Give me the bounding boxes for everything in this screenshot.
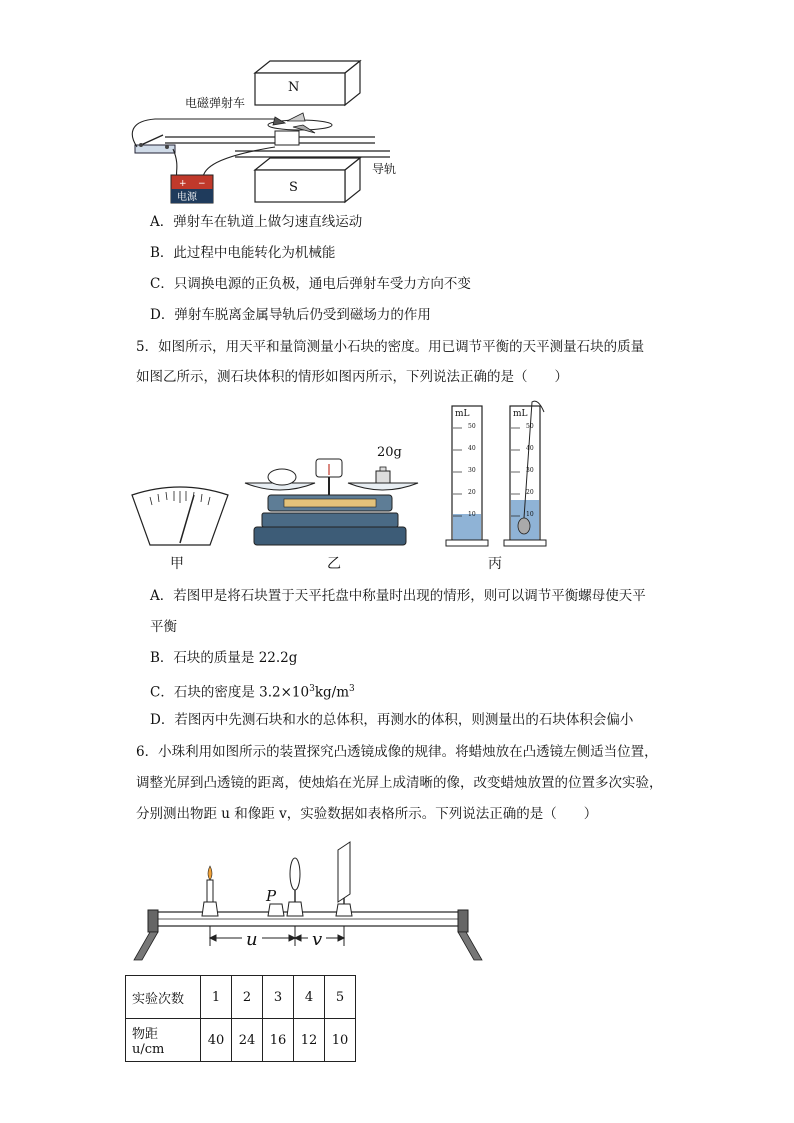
fig-label-yi: 乙 <box>327 556 341 572</box>
q4-option-d: D．弹射车脱离金属导轨后仍受到磁场力的作用 <box>150 307 431 323</box>
minus-sign: − <box>198 179 206 189</box>
table-row <box>126 1019 356 1062</box>
cylinder2-tick-30: 30 <box>526 467 534 474</box>
fig-label-bing: 丙 <box>488 556 502 572</box>
cylinder-tick-10: 10 <box>468 511 476 518</box>
magnet-n <box>255 61 360 105</box>
cylinder-water <box>446 406 488 546</box>
q5-option-c-unit-exp: 3 <box>349 684 355 694</box>
cylinder2-tick-50: 50 <box>526 423 534 430</box>
cylinder-tick-20: 20 <box>468 489 476 496</box>
experiment-table <box>125 975 356 1062</box>
switch <box>135 135 175 153</box>
cylinder-tick-40: 40 <box>468 445 476 452</box>
q5-option-c <box>150 679 355 703</box>
plus-sign: + <box>179 179 187 189</box>
candle <box>202 866 218 916</box>
table-cell: 16 <box>263 1019 294 1062</box>
table-cell: 4 <box>294 976 325 1019</box>
table-cell: 40 <box>201 1019 232 1062</box>
magnet-s-label: S <box>289 180 298 195</box>
q4-option-c: C．只调换电源的正负极，通电后弹射车受力方向不变 <box>150 276 471 292</box>
q5-option-c-text: C．石块的密度是 3.2×10 <box>150 684 310 701</box>
fig-label-jia: 甲 <box>170 556 184 572</box>
light-screen <box>336 842 352 916</box>
q4-option-a: A．弹射车在轨道上做匀速直线运动 <box>150 214 363 230</box>
v-label: v <box>312 929 323 950</box>
cylinder-tick-30: 30 <box>468 467 476 474</box>
catapult-car <box>268 113 332 145</box>
table-header-object-distance: 物距 u/cm <box>126 1019 201 1062</box>
u-label: u <box>246 929 258 950</box>
power-label: 电源 <box>177 192 197 203</box>
table-row <box>126 976 356 1019</box>
magnet-n-label: N <box>288 80 300 95</box>
q6-stem-line1: 6．小珠利用如图所示的装置探究凸透镜成像的规律。将蜡烛放在凸透镜左侧适当位置， <box>136 744 658 760</box>
table-cell: 10 <box>325 1019 356 1062</box>
point-p-label: P <box>266 887 277 905</box>
q5-option-c-unit: kg/m <box>314 684 349 701</box>
q5-option-d: D．若图丙中先测石块和水的总体积，再测水的体积，则测量出的石块体积会偏小 <box>150 712 634 728</box>
q4-option-b: B．此过程中电能转化为机械能 <box>150 245 336 261</box>
cylinder-tick-50: 50 <box>468 423 476 430</box>
table-cell: 24 <box>232 1019 263 1062</box>
table-cell: 5 <box>325 976 356 1019</box>
cylinder2-tick-10: 10 <box>526 511 534 518</box>
cylinder-unit-left: mL <box>455 409 470 419</box>
q5-option-c-exp: 3 <box>309 684 315 694</box>
magnet-s <box>255 158 360 202</box>
cylinder2-tick-40: 40 <box>526 445 534 452</box>
table-cell: 3 <box>263 976 294 1019</box>
q5-option-a-line1: A．若图甲是将石块置于天平托盘中称量时出现的情形，则可以调节平衡螺母使天平 <box>150 588 646 604</box>
q6-stem-line2: 调整光屏到凸透镜的距离，使烛焰在光屏上成清晰的像，改变蜡烛放置的位置多次实验， <box>136 775 663 791</box>
cylinder-unit-right: mL <box>513 409 528 419</box>
table-header-trial: 实验次数 <box>126 976 201 1019</box>
q6-stem-line3: 分别测出物距 u 和像距 v，实验数据如表格所示。下列说法正确的是（ ） <box>136 806 598 822</box>
balance-figure <box>240 455 420 550</box>
q5-stem-line2: 如图乙所示，测石块体积的情形如图丙所示，下列说法正确的是（ ） <box>136 369 568 385</box>
table-cell: 1 <box>201 976 232 1019</box>
q5-option-a-line2: 平衡 <box>150 619 177 635</box>
convex-lens <box>287 858 303 916</box>
rail-label: 导轨 <box>372 162 397 176</box>
q5-stem-line1: 5．如图所示，用天平和量筒测量小石块的密度。用已调节平衡的天平测量石块的质量 <box>136 339 645 355</box>
q5-option-b: B．石块的质量是 22.2g <box>150 650 298 666</box>
cylinders-figure <box>440 398 560 548</box>
catapult-figure <box>125 55 415 210</box>
table-cell: 2 <box>232 976 263 1019</box>
cylinder-stone <box>504 401 546 546</box>
optical-bench-figure <box>130 840 490 965</box>
balance-pointer-figure <box>130 485 230 550</box>
weight-label: 20g <box>377 445 402 460</box>
car-label: 电磁弹射车 <box>185 96 246 110</box>
table-cell: 12 <box>294 1019 325 1062</box>
cylinder2-tick-20: 20 <box>526 489 534 496</box>
